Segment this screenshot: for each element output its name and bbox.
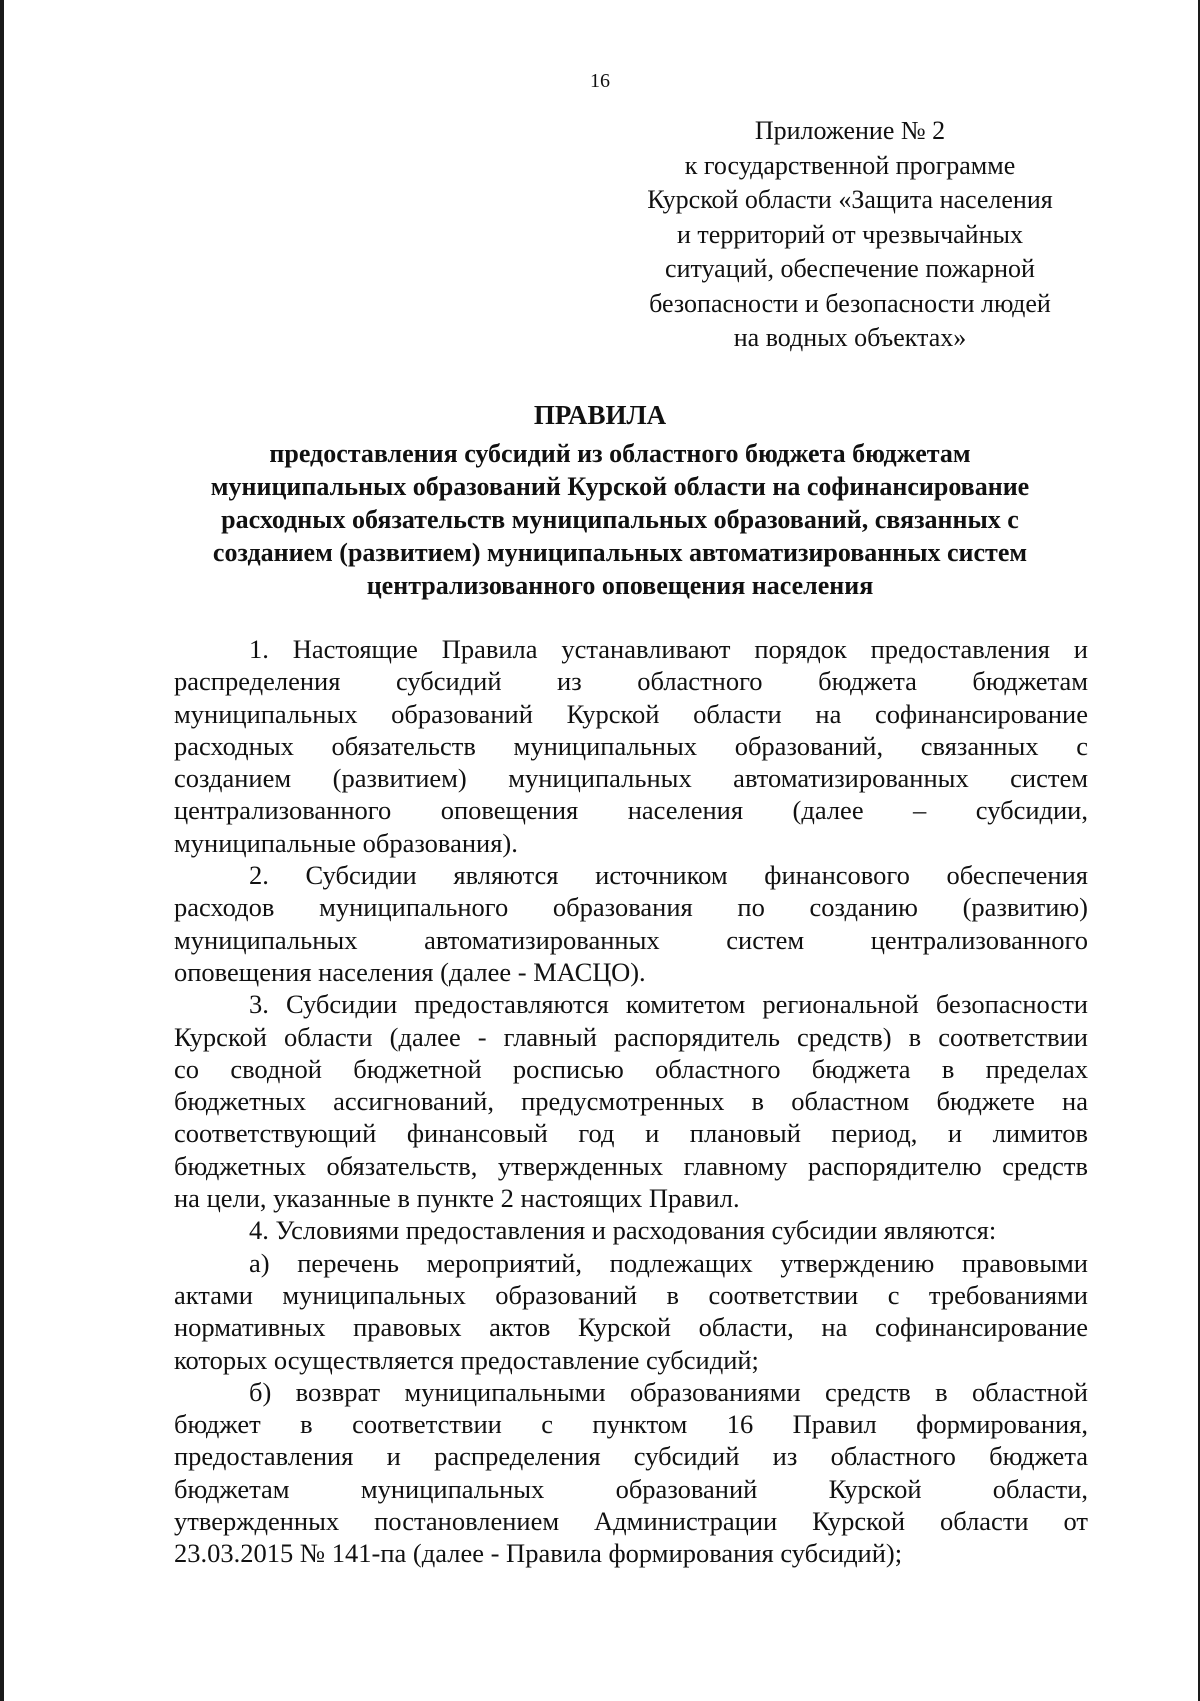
appendix-line: и территорий от чрезвычайных xyxy=(677,219,1023,249)
subtitle-line: расходных обязательств муниципальных образований, связанных с xyxy=(221,505,1019,534)
body-line: расходов муниципального образования по созданию (развитию) xyxy=(174,892,1088,923)
appendix-line: ситуаций, обеспечение пожарной xyxy=(665,254,1035,283)
appendix-block xyxy=(620,114,1080,356)
body-line: которых осуществляется предоставление субсидий; xyxy=(174,1344,759,1375)
subtitle-line: предоставления субсидий из областного бюджета бюджетам xyxy=(269,439,971,468)
appendix-line: безопасности и безопасности людей xyxy=(649,288,1051,318)
body-line: муниципальных автоматизированных систем централизованного xyxy=(174,924,1088,955)
body-line: Курской области (далее - главный распорядитель средств) в соответствии xyxy=(174,1021,1088,1052)
body-line: 2. Субсидии являются источником финансового обеспечения xyxy=(249,860,1088,891)
body-line: муниципальные образования). xyxy=(174,827,518,858)
body-line: муниципальных образований Курской области на софинансирование xyxy=(174,698,1088,729)
document-subtitle xyxy=(160,437,1080,602)
body-line: соответствующий финансовый год и плановый период, и лимитов xyxy=(174,1118,1088,1149)
body-line: 4. Условиями предоставления и расходования субсидии являются: xyxy=(249,1215,997,1246)
appendix-line: Приложение № 2 xyxy=(754,116,946,145)
body-line: 1. Настоящие Правила устанавливают порядок предоставления и xyxy=(249,634,1088,664)
body-line: бюджетных ассигнований, предусмотренных в областном бюджете на xyxy=(174,1086,1088,1117)
body-text xyxy=(174,633,1088,1570)
subtitle-line: централизованного оповещения населения xyxy=(366,571,874,600)
scan-left-edge xyxy=(0,0,4,1701)
body-line: предоставления и распределения субсидий из областного бюджета xyxy=(174,1441,1088,1472)
appendix-line: Курской области «Защита населения xyxy=(647,185,1053,214)
subtitle-line: созданием (развитием) муниципальных автоматизированных систем xyxy=(212,538,1028,567)
appendix-line: на водных объектах» xyxy=(733,323,967,352)
page-number: 16 xyxy=(590,70,610,92)
body-line: централизованного оповещения населения (далее – субсидии, xyxy=(174,795,1088,826)
body-line: 3. Субсидии предоставляются комитетом региональной безопасности xyxy=(249,989,1088,1020)
body-line: бюджетам муниципальных образований Курской области, xyxy=(174,1473,1088,1504)
body-line: актами муниципальных образований в соответствии с требованиями xyxy=(174,1279,1088,1310)
body-line: нормативных правовых актов Курской области, на софинансирование xyxy=(174,1312,1088,1343)
document-title: ПРАВИЛА xyxy=(533,400,667,430)
body-line: оповещения населения (далее - МАСЦО). xyxy=(174,956,646,987)
body-line: на цели, указанные в пункте 2 настоящих Правил. xyxy=(174,1183,740,1214)
subtitle-line: муниципальных образований Курской области на софинансирование xyxy=(210,472,1030,501)
body-line: со сводной бюджетной росписью областного бюджета в пределах xyxy=(174,1053,1088,1084)
body-line: расходных обязательств муниципальных образований, связанных с xyxy=(174,730,1088,761)
appendix-line: к государственной программе xyxy=(684,150,1016,180)
body-line: распределения субсидий из областного бюджета бюджетам xyxy=(174,666,1088,697)
body-line: утвержденных постановлением Администрации Курской области от xyxy=(174,1506,1088,1537)
body-line: бюджет в соответствии с пунктом 16 Правил формирования, xyxy=(174,1409,1088,1440)
body-line: 23.03.2015 № 141-па (далее - Правила формирования субсидий); xyxy=(174,1538,903,1569)
body-line: созданием (развитием) муниципальных автоматизированных систем xyxy=(174,763,1088,794)
body-line: бюджетных обязательств, утвержденных главному распорядителю средств xyxy=(174,1150,1088,1181)
body-line: б) возврат муниципальными образованиями средств в областной xyxy=(249,1376,1088,1407)
body-line: а) перечень мероприятий, подлежащих утверждению правовыми xyxy=(249,1247,1088,1278)
